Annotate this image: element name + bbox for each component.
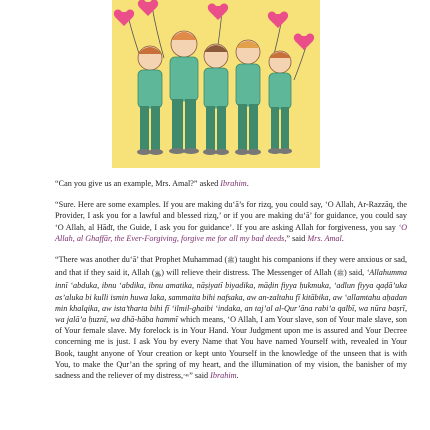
paragraph-examples — [55, 199, 407, 244]
dua-highlight: ‘O Allah, al Ghaffār, the Ever-Forgiving, forgive me for all my bad deeds, — [55, 222, 407, 243]
p3-text-d: ) said, — [343, 268, 367, 278]
p3-end: . — [236, 371, 239, 381]
paragraph-question — [55, 178, 407, 189]
salawat-symbol: ﷺ — [336, 271, 344, 278]
dua-translation: which means, ‘O Allah, I am Your slave, son of Your male slave, son of Your female slave. My forelock is in Your Hand. Your Judgment upon me is assured and Your Decree concerning me is just. I ask You by every Name that You have named Yourself with, revealed in Your Book, taught anyone of Your creation or kept unto Yourself in the knowledge of the unseen that is with You, to make the Qur’an the spring of my heart, and the illumination of my vision, the banisher of my sadness and the reliever of my distress, — [55, 315, 407, 381]
salawat-symbol: ﷺ — [227, 258, 235, 265]
p1-text: “Can you give us an example, Mrs. Amal?” asked — [55, 179, 221, 188]
p3-text-f: ” said — [189, 371, 211, 381]
illustration-drawing — [112, 0, 320, 168]
swt-symbol: ﷿ — [154, 271, 162, 278]
speaker-name: Ibrahim — [210, 371, 237, 381]
speaker-name: Mrs. Amal — [307, 233, 342, 243]
speaker-name: Ibrahim — [220, 179, 247, 188]
p3-text-c: ) will relieve their distress. The Messenger of Allah ( — [161, 268, 337, 278]
p3-text-a: “There was another du‘ā’ that Prophet Muhammad ( — [55, 255, 228, 265]
p2-end: . — [341, 233, 344, 243]
story-text — [55, 178, 407, 393]
dua-transliteration: ‘Allahumma innī ‘abduka, ibnu ‘abdika, ibnu amatika, nāṣiyatī biyadika, māḍin fiyya ḥukmuka, ‘adlun fiyya qaḍā’uka as’aluka bi kulli ismin huwa laka, sammaita bihi nafsaka, aw an-zaltahu fī kitābika, aw ‘allamtahu aḥadan min khalqika, aw ista’tharta bihi fī ‘ilmil-ghaibi ‘indaka, an taj’al al-Qur’āna rabi’a qalbī, wa nūra baṣrī, wa jalā’a ḥuznī, wa dhā-hāba hammī — [55, 268, 407, 325]
p2-text: “Sure. Here are some examples. If you are making du‘ā’s for rizq, you could say, ‘O Allah, Ar-Razzāq, the Provider, I ask you for a lawful and blessed rizq,’ or if you are making du‘ā’ for guidance, you could say ‘O Allah, al Hādī, the Guide, I ask you for guidance’. If you are asking Allah for forgiveness, you say — [55, 200, 407, 232]
p1-end: . — [246, 179, 249, 188]
p2-text-b: ” said — [286, 233, 308, 243]
footnote-marker: ’⁴⁶ — [183, 374, 190, 381]
children-balloons-illustration — [112, 0, 320, 168]
paragraph-prophet-dua — [55, 254, 407, 383]
p3-text-b: ) taught his companions if they were anxious or sad, and that if they said it, Allah ( — [55, 255, 407, 278]
